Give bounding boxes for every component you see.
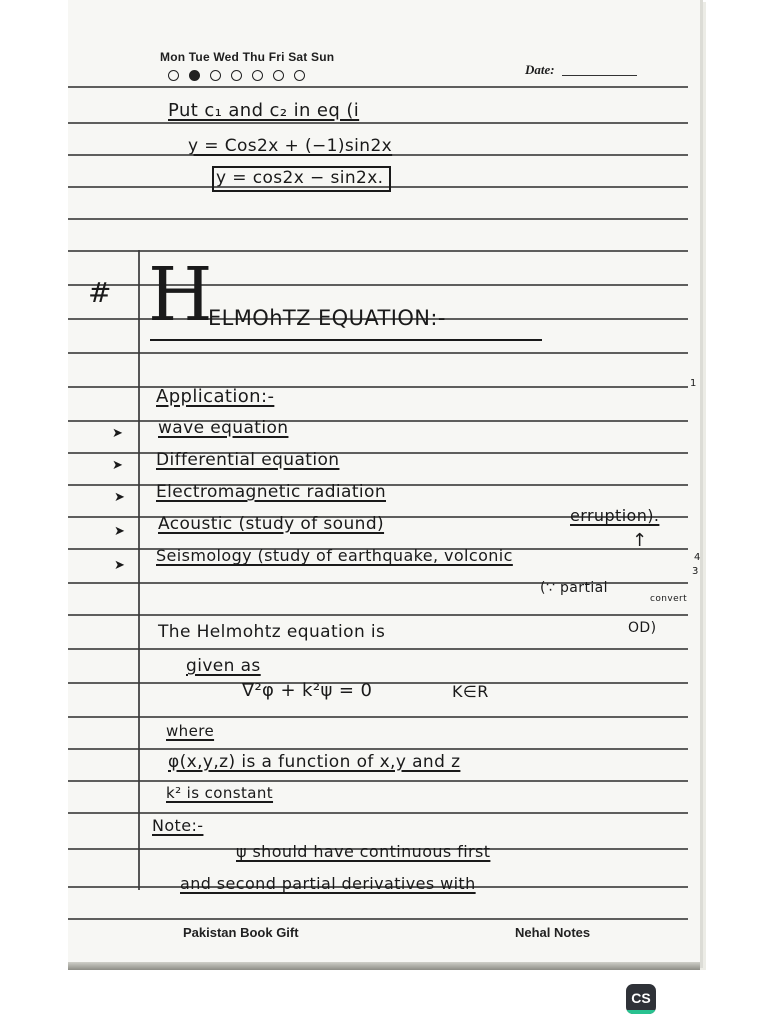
ruled-line	[68, 218, 688, 220]
weekday-dots	[168, 66, 315, 85]
bullet-arrow-icon: ➤	[112, 458, 123, 473]
application-item: Electromagnetic radiation	[156, 482, 386, 502]
day-dot	[273, 70, 284, 81]
date-label: Date:	[525, 62, 555, 77]
camscanner-icon	[626, 984, 656, 1014]
convert-note: convert	[650, 594, 688, 604]
application-item: Acoustic (study of sound)	[158, 514, 385, 534]
helmholtz-text: The Helmohtz equation is	[158, 622, 386, 642]
bullet-arrow-icon: ➤	[114, 490, 125, 505]
date-line	[562, 75, 637, 76]
hash-mark: #	[88, 276, 112, 309]
ruled-line	[68, 918, 688, 920]
margin-mark: 3	[692, 566, 699, 577]
ruled-line	[68, 780, 688, 782]
day-dot	[294, 70, 305, 81]
application-item: wave equation	[158, 418, 289, 438]
ruled-line	[68, 748, 688, 750]
ruled-line	[68, 614, 688, 616]
note-line-solution: y = Cos2x + (−1)sin2x	[188, 136, 393, 156]
title-underline	[150, 339, 542, 341]
ruled-line	[68, 352, 688, 354]
page-edge	[68, 962, 700, 970]
day-dot	[210, 70, 221, 81]
application-heading: Application:-	[156, 386, 275, 407]
note-text: and second partial derivatives with	[180, 874, 476, 893]
partial-note: (∵ partial	[540, 580, 608, 596]
ruled-line	[68, 682, 688, 684]
application-item: Seismology (study of earthquake, volconic	[156, 546, 513, 565]
day-dot-selected	[189, 70, 200, 81]
bullet-arrow-icon: ➤	[112, 426, 123, 441]
where-label: where	[166, 722, 215, 740]
ruled-line	[68, 122, 688, 124]
note-text: ψ should have continuous first	[236, 842, 491, 861]
note-heading: Note:-	[152, 816, 204, 835]
title-initial: H	[148, 252, 213, 338]
k-definition: k² is constant	[166, 784, 274, 802]
erruption-note: erruption).	[570, 506, 660, 525]
phi-definition: φ(x,y,z) is a function of x,y and z	[168, 752, 461, 772]
day-dot	[231, 70, 242, 81]
ruled-line	[68, 716, 688, 718]
day-dot	[168, 70, 179, 81]
page-title: ELMOhTZ EQUATION:-	[208, 306, 446, 330]
camscanner-label: CS	[631, 990, 651, 1006]
od-note: OD)	[628, 620, 657, 636]
footer-brand: Pakistan Book Gift	[183, 925, 299, 940]
application-item: Differential equation	[156, 450, 340, 470]
ruled-line	[68, 86, 688, 88]
bullet-arrow-icon: ➤	[114, 524, 125, 539]
note-line-put: Put c₁ and c₂ in eq (i	[168, 100, 360, 121]
margin-line	[138, 250, 140, 890]
helmholtz-equation: ∇²φ + k²ψ = 0	[242, 680, 373, 701]
boxed-solution: y = cos2x − sin2x.	[212, 166, 391, 192]
arrow-up-icon: ↑	[632, 530, 648, 551]
footer-notes-label: Nehal Notes	[515, 925, 591, 940]
day-dot	[252, 70, 263, 81]
k-domain: K∈R	[452, 682, 489, 701]
weekday-header: Mon Tue Wed Thu Fri Sat Sun	[160, 50, 335, 64]
margin-mark: 1	[690, 378, 697, 389]
margin-mark: 4	[694, 552, 701, 563]
ruled-line	[68, 812, 688, 814]
helmholtz-text: given as	[186, 656, 261, 676]
bullet-arrow-icon: ➤	[114, 558, 125, 573]
ruled-line	[68, 648, 688, 650]
